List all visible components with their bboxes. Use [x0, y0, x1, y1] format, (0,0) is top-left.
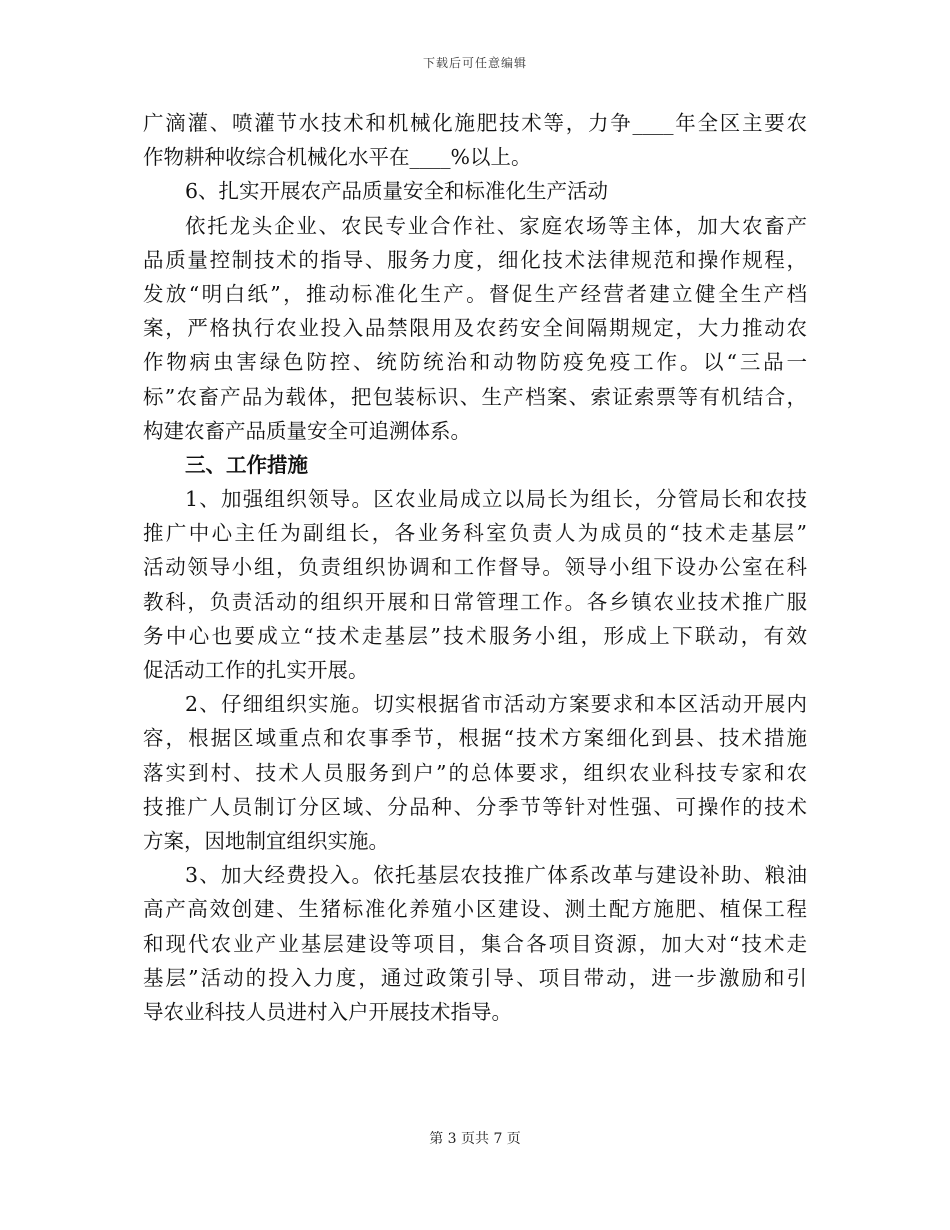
body-line: 促活动工作的扎实开展。 [143, 658, 369, 682]
paragraph-first-line: 2、仔细组织实施。切实根据省市活动方案要求和本区活动开展内 [185, 692, 807, 717]
page-footer: 第 3 页共 7 页 [429, 1131, 521, 1147]
body-line: 活动领导小组，负责组织协调和工作督导。领导小组下设办公室在科 [143, 555, 807, 580]
body-line: 发放“明白纸”，推动标准化生产。督促生产经营者建立健全生产档 [143, 281, 807, 306]
body-line: 作物耕种收综合机械化水平在____%以上。 [143, 145, 532, 170]
body-line: 和现代农业产业基层建设等项目，集合各项目资源，加大对“技术走 [143, 931, 807, 956]
page-header: 下载后可任意编辑 [422, 56, 527, 70]
body-line: 落实到村、技术人员服务到户”的总体要求，组织农业科技专家和农 [143, 760, 807, 785]
body-line: 推广中心主任为副组长，各业务科室负责人为成员的“技术走基层” [143, 521, 807, 546]
body-line: 务中心也要成立“技术走基层”技术服务小组，形成上下联动，有效 [143, 623, 807, 648]
body-line: 基层”活动的投入力度，通过政策引导、项目带动，进一步激励和引 [143, 965, 807, 990]
body-line: 案，严格执行农业投入品禁限用及农药安全间隔期规定，大力推动农 [143, 316, 807, 341]
body-line: 广滴灌、喷灌节水技术和机械化施肥技术等，力争____年全区主要农 [143, 111, 807, 135]
body-line: 品质量控制技术的指导、服务力度，细化技术法律规范和操作规程， [143, 247, 807, 272]
body-line: 标”农畜产品为载体，把包装标识、生产档案、索证索票等有机结合， [143, 384, 807, 409]
paragraph-first-line: 1、加强组织领导。区农业局成立以局长为组长，分管局长和农技 [185, 487, 807, 512]
body-line: 导农业科技人员进村入户开展技术指导。 [143, 999, 512, 1024]
paragraph-first-line: 依托龙头企业、农民专业合作社、家庭农场等主体，加大农畜产 [185, 213, 807, 238]
body-line: 容，根据区域重点和农事季节，根据“技术方案细化到县、技术措施 [143, 726, 807, 751]
body-line: 构建农畜产品质量安全可追溯体系。 [143, 418, 471, 443]
body-line: 方案，因地制宜组织实施。 [143, 828, 389, 853]
body-line: 作物病虫害绿色防控、统防统治和动物防疫免疫工作。以“三品一 [143, 350, 807, 375]
section-subheading: 6、扎实开展农产品质量安全和标准化生产活动 [185, 179, 609, 204]
paragraph-first-line: 3、加大经费投入。依托基层农技推广体系改革与建设补助、粮油 [185, 863, 807, 888]
document-body [143, 106, 807, 1029]
body-line: 高产高效创建、生猪标准化养殖小区建设、测土配方施肥、植保工程 [143, 897, 807, 922]
section-heading: 三、工作措施 [185, 452, 308, 477]
body-line: 技推广人员制订分区域、分品种、分季节等针对性强、可操作的技术 [143, 794, 807, 819]
body-line: 教科，负责活动的组织开展和日常管理工作。各乡镇农业技术推广服 [143, 589, 807, 614]
